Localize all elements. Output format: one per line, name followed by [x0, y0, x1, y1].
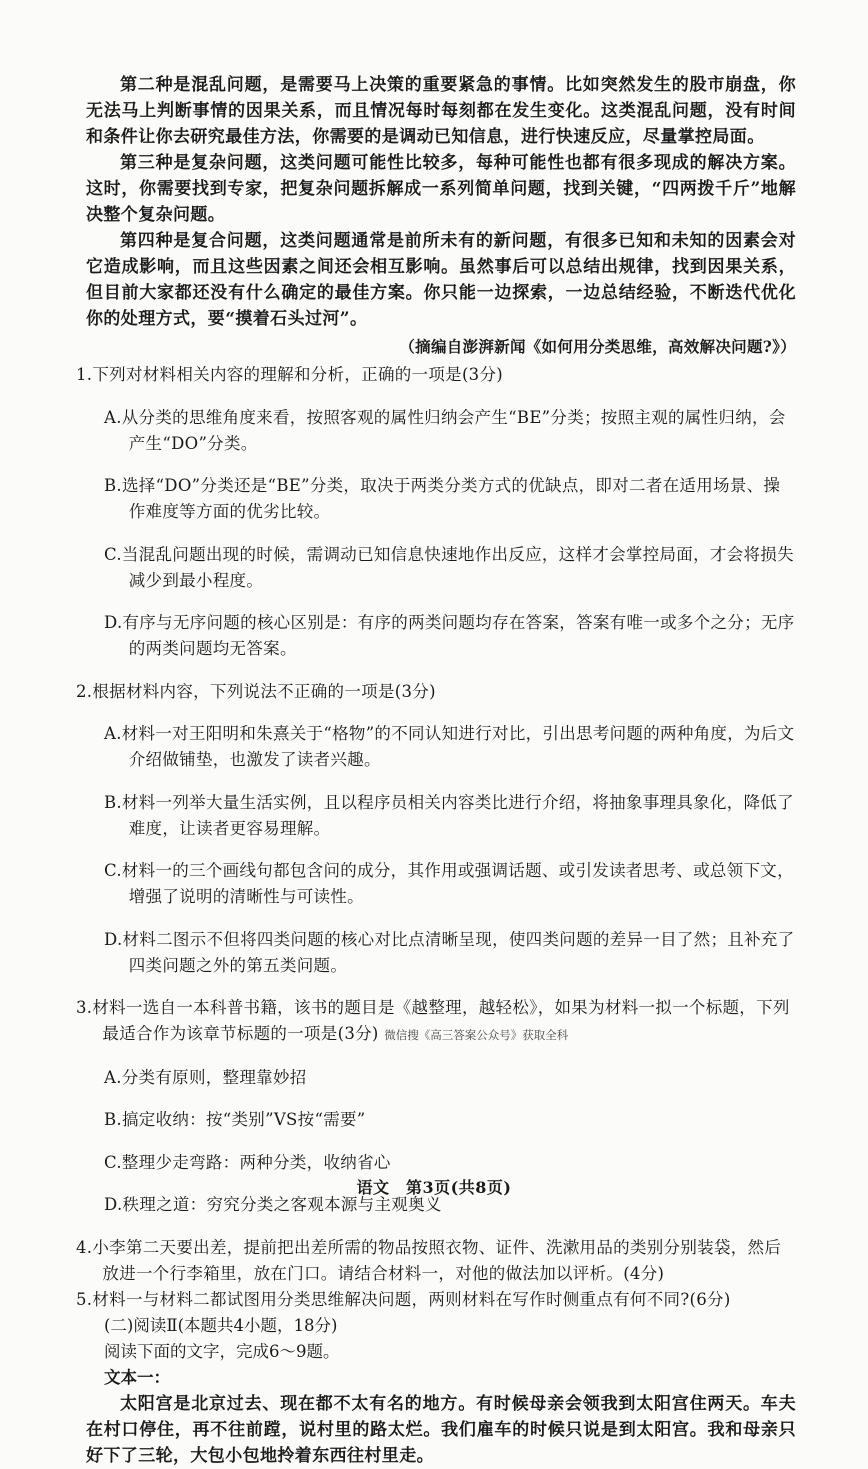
- question-5: 5.材料一与材料二都试图用分类思维解决问题，两则材料在写作时侧重点有何不同?(6分): [76, 1289, 731, 1309]
- option-b: B.搞定收纳：按“类别”VS按“需要”: [104, 1110, 366, 1129]
- material-paragraph: 第四种是复合问题，这类问题通常是前所未有的新问题，有很多已知和未知的因素会对它造成影响，而且这些因素之间还会相互影响。虽然事后可以总结出规律，找到因果关系，但目前大家都还没有什么确定的最佳方案。你只能一边探索，一边总结经验，不断迭代优化你的处理方式，要“摸着石头过河”。: [86, 231, 796, 329]
- question-2: [76, 679, 796, 979]
- page-footer: 语文 第3页(共8页): [356, 1178, 512, 1197]
- question-stem: [76, 995, 796, 1048]
- option-b: B.选择“DO”分类还是“BE”分类，取决于两类分类方式的优缺点，即对二者在适用场景、操作难度等方面的优劣比较。: [104, 476, 781, 521]
- option-a: A.从分类的思维角度来看，按照客观的属性归纳会产生“BE”分类；按照主观的属性归纳，会产生“DO”分类。: [104, 407, 786, 453]
- option-b: B.材料一列举大量生活实例，且以程序员相关内容类比进行介绍，将抽象事理具象化，降低了难度，让读者更容易理解。: [104, 792, 794, 838]
- option-a: A.材料一对王阳明和朱熹关于“格物”的不同认知进行对比，引出思考问题的两种角度，为后文介绍做铺垫，也激发了读者兴趣。: [104, 724, 795, 769]
- option-d: D.材料二图示不但将四类问题的核心对比点清晰呈现，使四类问题的差异一目了然；且补充了四类问题之外的第五类问题。: [104, 929, 795, 975]
- material-paragraph: 第三种是复杂问题，这类问题可能性比较多，每种可能性也都有很多现成的解决方案。这时，你需要找到专家，把复杂问题拆解成一系列简单问题，找到关键，“四两拨千斤”地解决整个复杂问题。: [86, 153, 796, 225]
- watermark-note: 微信搜《高三答案公众号》获取全科: [384, 1028, 569, 1042]
- option-c: C.当混乱问题出现的时候，需调动已知信息快速地作出反应，这样才会掌控局面，才会将损失减少到最小程度。: [104, 544, 794, 590]
- section-instruction: 阅读下面的文字，完成6～9题。: [104, 1341, 340, 1361]
- question-stem: 2.根据材料内容，下列说法不正确的一项是(3分): [76, 681, 436, 701]
- option-a: A.分类有原则，整理靠妙招: [104, 1067, 307, 1087]
- option-d: D.秩理之道：穷究分类之客观本源与主观奥义: [104, 1195, 442, 1214]
- question-stem-text: 3.材料一选自一本科普书籍，该书的题目是《越整理，越轻松》，如果为材料一拟一个标题，下列最适合作为该章节标题的一项是(3分): [76, 998, 790, 1043]
- section-heading: (二)阅读Ⅱ(本题共4小题，18分): [104, 1315, 338, 1335]
- option-c: C.材料一的三个画线句都包含问的成分，其作用或强调话题、或引发读者思考、或总领下文，增强了说明的清晰性与可读性。: [104, 861, 794, 906]
- option-d: D.有序与无序问题的核心区别是：有序的两类问题均存在答案，答案有唯一或多个之分；无序的两类问题均无答案。: [104, 613, 795, 658]
- option-c: C.整理少走弯路：两种分类，收纳省心: [104, 1152, 391, 1172]
- reading-section-2: [86, 1313, 796, 1469]
- question-4: 4.小李第二天要出差，提前把出差所需的物品按照衣物、证件、洗漱用品的类别分别装袋，然后放进一个行李箱里，放在门口。请结合材料一，对他的做法加以评析。(4分): [76, 1237, 782, 1283]
- question-1: [76, 362, 796, 662]
- source-citation: （摘编自澎湃新闻《如何用分类思维，高效解决问题?》）: [399, 337, 796, 356]
- reading-paragraph: 太阳宫是北京过去、现在都不太有名的地方。有时候母亲会领我到太阳宫住两天。车夫在村口停住，再不往前蹚，说村里的路太烂。我们雇车的时候只说是到太阳宫。我和母亲只好下了三轮，大包小包地拎着东西往村里走。: [86, 1393, 796, 1466]
- text-label: 文本一：: [104, 1367, 170, 1387]
- material-paragraph: 第二种是混乱问题，是需要马上决策的重要紧急的事情。比如突然发生的股市崩盘，你无法马上判断事情的因果关系，而且情况每时每刻都在发生变化。这类混乱问题，没有时间和条件让你去研究最佳方法，你需要的是调动已知信息，进行快速反应，尽量掌控局面。: [86, 75, 796, 147]
- question-stem: 1.下列对材料相关内容的理解和分析，正确的一项是(3分): [76, 365, 504, 384]
